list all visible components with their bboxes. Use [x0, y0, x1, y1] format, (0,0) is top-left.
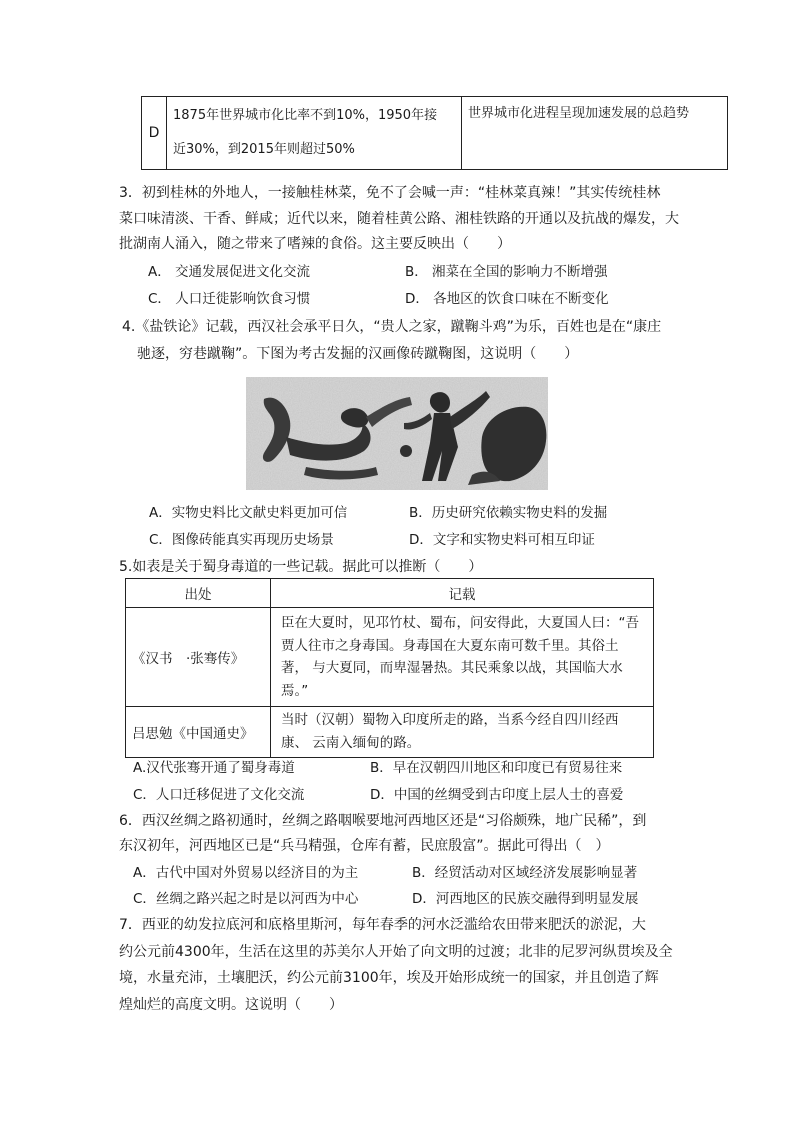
option-b[interactable]: B．经贸活动对区域经济发展影响显著 — [412, 865, 638, 881]
question-text: 约公元前4300年，生活在这里的苏美尔人开始了向文明的过渡；北非的尼罗河纵贯埃及全 — [119, 944, 673, 960]
header-record: 记载 — [271, 579, 654, 608]
record-source: 《汉书 ·张骞传》 — [126, 608, 271, 707]
table-row — [126, 707, 654, 758]
han-brick-cuju-relief-image — [246, 377, 548, 490]
option-letter: D — [142, 97, 167, 170]
question-text: 驰逐，穷巷蹴鞠”。下图为考古发掘的汉画像砖蹴鞠图，这说明（ ） — [137, 346, 579, 362]
option-c[interactable]: C．丝绸之路兴起之时是以河西为中心 — [133, 891, 359, 907]
table-row — [126, 608, 654, 707]
table-header-row — [126, 579, 654, 608]
option-a[interactable]: A．实物史料比文献史料更加可信 — [149, 505, 348, 521]
option-a[interactable]: A． 交通发展促进文化交流 — [148, 264, 311, 280]
option-c[interactable]: C．图像砖能真实再现历史场景 — [149, 532, 334, 548]
option-b[interactable]: B．历史研究依赖实物史料的发掘 — [409, 505, 608, 521]
option-description — [167, 97, 462, 170]
records-table — [125, 578, 654, 758]
question-text: 境，水量充沛，土壤肥沃，约公元前3100年，埃及开始形成统一的国家，并且创造了辉 — [119, 970, 659, 986]
question-text: 煌灿烂的高度文明。这说明（ ） — [119, 997, 343, 1013]
record-text: 臣在大夏时，见邛竹杖、蜀布，问安得此，大夏国人曰：“吾 贾人往市之身毒国。身毒国在大夏东南可数千里。其俗土著， 与大夏同，而卑湿暑热。其民乘象以战，其国临大水焉。” — [271, 608, 654, 707]
option-d[interactable]: D．文字和实物史料可相互印证 — [409, 532, 595, 548]
option-d[interactable]: D．中国的丝绸受到古印度上层人士的喜爱 — [370, 787, 624, 803]
header-source: 出处 — [126, 579, 271, 608]
question-text: 东汉初年，河西地区已是“兵马精强，仓库有蓄，民庶殷富”。据此可得出（ ） — [119, 838, 610, 854]
question-text: 菜口味清淡、干香、鲜咸；近代以来，随着桂黄公路、湘桂铁路的开通以及抗战的爆发，大 — [119, 211, 679, 227]
question-text: 5.如表是关于蜀身毒道的一些记载。据此可以推断（ ） — [119, 559, 483, 575]
question-text: 3．初到桂林的外地人，一接触桂林菜，免不了会喊一声：“桂林菜真辣！”其实传统桂林 — [119, 185, 661, 201]
option-conclusion: 世界城市化进程呈现加速发展的总趋势 — [462, 97, 728, 170]
record-source: 吕思勉《中国通史》 — [126, 707, 271, 758]
option-b[interactable]: B． 湘菜在全国的影响力不断增强 — [405, 264, 608, 280]
option-c[interactable]: C．人口迁移促进了文化交流 — [133, 787, 305, 803]
option-a[interactable]: A．古代中国对外贸易以经济目的为主 — [133, 865, 359, 881]
option-d[interactable]: D． 各地区的饮食口味在不断变化 — [405, 291, 609, 307]
record-text: 当时（汉朝）蜀物入印度所走的路，当系今经自四川经西康、 云南入缅甸的路。 — [271, 707, 654, 758]
description-line: 1875年世界城市化比率不到10%，1950年接 — [173, 108, 438, 123]
question-text: 批湖南人涌入，随之带来了嗜辣的食俗。这主要反映出（ ） — [119, 236, 511, 252]
option-c[interactable]: C． 人口迁徙影响饮食习惯 — [148, 291, 311, 307]
option-d[interactable]: D．河西地区的民族交融得到明显发展 — [412, 891, 639, 907]
question-text: 4.《盐铁论》记载，西汉社会承平日久，“贵人之家，蹴鞠斗鸡”为乐，百姓也是在“康庄 — [122, 319, 662, 335]
option-d-table — [141, 96, 728, 170]
option-a[interactable]: A.汉代张骞开通了蜀身毒道 — [133, 760, 295, 776]
option-b[interactable]: B．早在汉朝四川地区和印度已有贸易往来 — [370, 760, 623, 776]
description-line: 近30%，到2015年则超过50% — [173, 142, 355, 157]
question-text: 7．西亚的幼发拉底河和底格里斯河，每年春季的河水泛滥给农田带来肥沃的淤泥，大 — [119, 917, 646, 933]
question-text: 6．西汉丝绸之路初通时，丝绸之路咽喉要地河西地区还是“习俗颇殊，地广民稀”，到 — [119, 813, 647, 829]
table-row — [142, 97, 728, 170]
